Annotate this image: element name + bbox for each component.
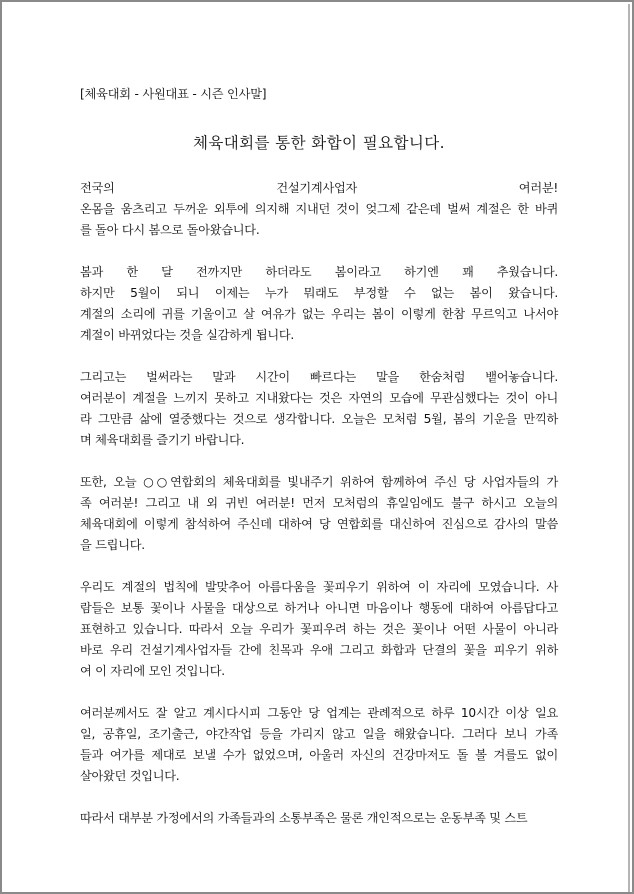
body-paragraph [80, 472, 558, 556]
paragraph-line: 또한, 오늘 ○○연합회의 체육대회를 빛내주기 위하여 함께하여 주신 당 사업자들의 가 [80, 475, 558, 489]
body-paragraph [80, 808, 558, 829]
paragraph-line: 그리고는 벌써라는 말과 시간이 빠르다는 말을 한숨처럼 뱉어놓습니다. [80, 370, 558, 384]
paragraph-line: 하지만 5월이 되니 이제는 누가 뭐래도 부정할 수 없는 봄이 왔습니다. [80, 286, 558, 300]
paragraph-line: 표현하고 있습니다. 따라서 오늘 우리가 꽃피우려 하는 것은 꽃이나 어떤 사물이 아니라 [80, 622, 558, 636]
paragraph-line: 봄과 한 달 전까지만 하더라도 봄이라고 하기엔 꽤 추웠습니다. [80, 265, 558, 279]
paragraph-line: 따라서 대부분 가정에서의 가족들과의 소통부족은 물론 개인적으로는 운동부족 및 스트 [80, 811, 528, 825]
paragraph-line: 을 드립니다. [80, 538, 145, 552]
paragraph-line: 며 체육대회를 즐기기 바랍니다. [80, 433, 245, 447]
paragraph-line: 족 여러분! 그리고 내 외 귀빈 여러분! 먼저 모처럼의 휴일임에도 불구 하시고 오늘의 [80, 496, 558, 510]
body-paragraph [80, 367, 558, 451]
paragraph-line: 살아왔던 것입니다. [80, 769, 180, 783]
body-paragraph [80, 577, 558, 682]
paragraph-line: 온몸을 움츠리고 두꺼운 외투에 의지해 지내던 것이 엊그제 같은데 벌써 계절은 한 바퀴 [80, 202, 558, 216]
paragraph-line: 를 돌아 다시 봄으로 돌아왔습니다. [80, 223, 260, 237]
paragraph-line: 체육대회에 이렇게 참석하여 주신데 대하여 당 연합회를 대신하여 진심으로 감사의 말씀 [80, 517, 558, 531]
paragraph-line: 전국의 건설기계사업자 여러분! [80, 181, 558, 195]
paragraph-line: 일, 공휴일, 조기출근, 야간작업 등을 가리지 않고 일을 해왔습니다. 그러다 보니 가족 [80, 727, 558, 741]
document-title: 체육대회를 통한 화합이 필요합니다. [193, 134, 445, 152]
document-body [80, 84, 558, 850]
document-category-label: [체육대회 - 사원대표 - 시즌 인사말] [80, 87, 267, 101]
body-paragraph [80, 178, 558, 241]
paragraph-line: 바로 우리 건설기계사업자들 간에 친목과 우애 그리고 화합과 단결의 꽃을 피우기 위하 [80, 643, 558, 657]
body-paragraph [80, 703, 558, 787]
paragraph-list [80, 178, 558, 829]
paragraph-line: 들과 여가를 제대로 보낼 수가 없었으며, 아울러 자신의 건강마저도 돌 볼 겨를도 없이 [80, 748, 558, 762]
paragraph-line: 람들은 보통 꽃이나 사물을 대상으로 하거나 아니면 마음이나 행동에 대하여 아름답다고 [80, 601, 558, 615]
paragraph-line: 라 그만큼 삶에 열중했다는 것으로 생각합니다. 오늘은 모처럼 5월, 봄의 기운을 만끽하 [80, 412, 558, 426]
paragraph-line: 여 이 자리에 모인 것입니다. [80, 664, 225, 678]
paragraph-line: 계절의 소리에 귀를 기울이고 살 여유가 없는 우리는 봄이 이렇게 한참 무르익고 나서야 [80, 307, 558, 321]
paragraph-line: 여러분이 계절을 느끼지 못하고 지내왔다는 것은 자연의 모습에 무관심했다는 것이 아니 [80, 391, 558, 405]
body-paragraph [80, 262, 558, 346]
paragraph-line: 계절이 바뀌었다는 것을 실감하게 됩니다. [80, 328, 295, 342]
paragraph-line: 우리도 계절의 법칙에 발맞추어 아름다움을 꽃피우기 위하여 이 자리에 모였습니다. 사 [80, 580, 558, 594]
paragraph-line: 여러분께서도 잘 알고 계시다시피 그동안 당 업계는 관례적으로 하루 10시간 이상 일요 [80, 706, 558, 720]
